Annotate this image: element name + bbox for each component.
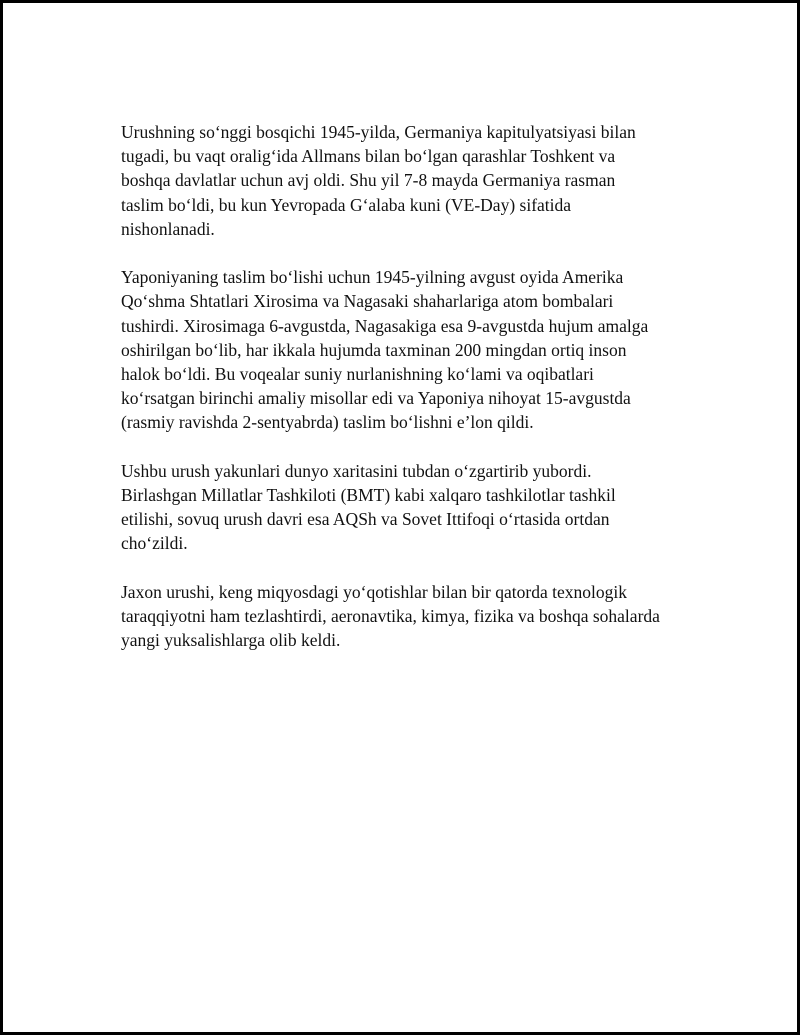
document-body	[121, 120, 701, 677]
paragraph-2: Yaponiyaning taslim bo‘lishi uchun 1945-yilning avgust oyida Amerika Qo‘shma Shtatlari Xirosima va Nagasaki shaharlariga atom bombalari tushirdi. Xirosimaga 6-avgustda, Nagasakiga esa 9-avgustda hujum amalga oshirilgan bo‘lib, har ikkala hujumda taxminan 200 mingdan ortiq inson halok bo‘ldi. Bu voqealar suniy nurlanishning ko‘lami va oqibatlari ko‘rsatgan birinchi amaliy misollar edi va Yaponiya nihoyat 15-avgustda (rasmiy ravishda 2-sentyabrda) taslim bo‘lishni e’lon qildi.	[121, 267, 649, 433]
paragraph-3: Ushbu urush yakunlari dunyo xaritasini tubdan o‘zgartirib yubordi. Birlashgan Millatlar Tashkiloti (BMT) kabi xalqaro tashkilotlar tashkil etilishi, sovuq urush davri esa AQSh va Sovet Ittifoqi o‘rtasida ortdan cho‘zildi.	[121, 460, 616, 554]
paragraph-1: Urushning so‘nggi bosqichi 1945-yilda, Germaniya kapitulyatsiyasi bilan tugadi, bu vaqt oralig‘ida Allmans bilan bo‘lgan qarashlar Toshkent va boshqa davlatlar uchun avj oldi. Shu yil 7-8 mayda Germaniya rasman taslim bo‘ldi, bu kun Yevropada G‘alaba kuni (VE-Day) sifatida nishonlanadi.	[121, 122, 636, 239]
paragraph-4: Jaxon urushi, keng miqyosdagi yo‘qotishlar bilan bir qatorda texnologik taraqqiyotni ham tezlashtirdi, aeronavtika, kimya, fizika va boshqa sohalarda yangi yuksalishlarga olib keldi.	[121, 581, 660, 651]
